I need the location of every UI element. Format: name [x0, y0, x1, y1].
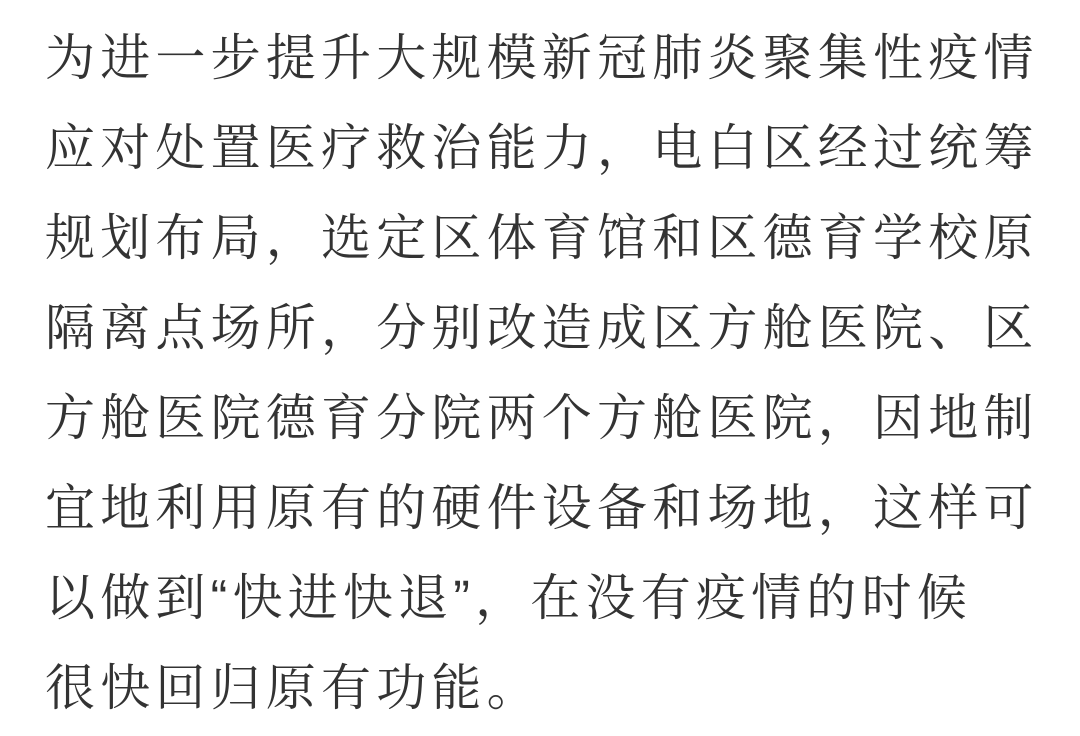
text-line: 宜地利用原有的硬件设备和场地，这样可: [45, 480, 1039, 536]
text-line: 以做到“快进快退”，在没有疫情的时候: [45, 570, 972, 626]
text-line: 规划布局，选定区体育馆和区德育学校原: [45, 210, 1039, 266]
text-line: 很快回归原有功能。: [45, 660, 542, 716]
text-line: 为进一步提升大规模新冠肺炎聚集性疫情: [45, 30, 1039, 86]
text-line: 方舱医院德育分院两个方舱医院，因地制: [45, 390, 1039, 446]
text-line: 应对处置医疗救治能力，电白区经过统筹: [45, 120, 1039, 176]
text-line: 隔离点场所，分别改造成区方舱医院、区: [45, 300, 1039, 356]
